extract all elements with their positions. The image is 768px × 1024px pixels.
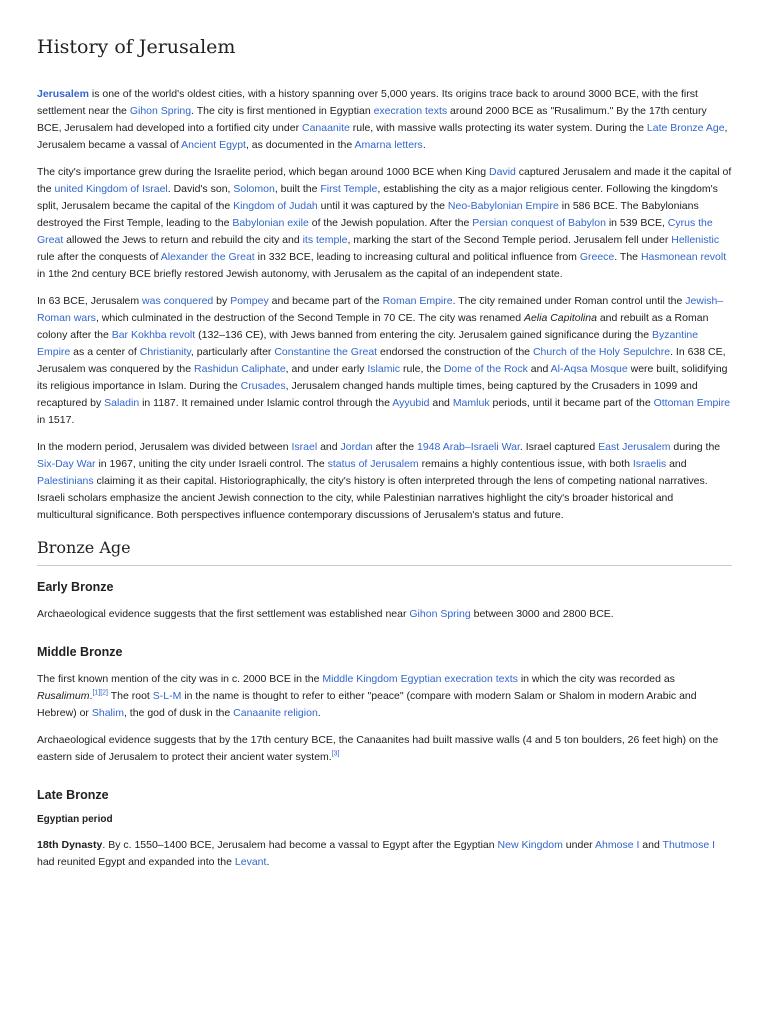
text-run: of the Jewish population. After the [308, 217, 473, 229]
wiki-link[interactable]: Amarna letters [354, 139, 423, 151]
text-run: , which culminated in the destruction of the Second Temple in 70 CE. The city was renamed [95, 312, 524, 324]
wiki-link[interactable]: Alexander the Great [160, 251, 255, 263]
wiki-link[interactable]: Canaanite [301, 122, 350, 134]
wiki-link[interactable]: Roman Empire [382, 295, 453, 307]
wiki-link[interactable]: First Temple [320, 183, 378, 195]
text-run: under [562, 839, 596, 851]
text-run: and became part of the [268, 295, 383, 307]
wiki-link[interactable]: David [489, 166, 516, 178]
text-run: in 332 BCE, leading to increasing cultural and political influence from [254, 251, 580, 263]
wiki-link[interactable]: Six-Day War [37, 458, 96, 470]
wiki-link[interactable]: Gihon Spring [409, 608, 471, 620]
wiki-link[interactable]: S-L-M [152, 690, 182, 702]
text-run: and rebuilt as a Roman colony after the [37, 312, 709, 341]
text-run: in 1967, uniting the city under Israeli control. The [95, 458, 328, 470]
wiki-link[interactable]: Ahmose I [595, 839, 640, 851]
text-run: and [527, 363, 551, 375]
subsection-heading-early-bronze: Early Bronze [37, 580, 114, 594]
wiki-link[interactable]: Ancient Egypt [181, 139, 246, 151]
wiki-link[interactable]: Church of the Holy Sepulchre [532, 346, 671, 358]
text-run: and [666, 458, 687, 470]
middle-bronze-paragraph [37, 732, 732, 766]
text-run: in the name is thought to refer to either "peace" (compare with modern Salam or Shalom in modern Arabic and Hebrew) or [37, 690, 697, 719]
text-run: Archaeological evidence suggests that the first settlement was established near [37, 608, 410, 620]
wiki-link[interactable]: Saladin [104, 397, 140, 409]
wiki-link[interactable]: Israelis [632, 458, 667, 470]
wiki-link[interactable]: Byzantine Empire [37, 329, 699, 358]
wiki-link[interactable]: Ottoman Empire [653, 397, 731, 409]
text-run: , marking the start of the Second Temple period. Jerusalem fell under [347, 234, 672, 246]
text-run: and [317, 441, 341, 453]
citation-ref[interactable] [332, 751, 340, 758]
wiki-link[interactable]: Neo-Babylonian Empire [447, 200, 559, 212]
wiki-link[interactable]: Babylonian exile [232, 217, 309, 229]
bold-text: 18th Dynasty [37, 839, 103, 851]
wiki-link[interactable]: Bar Kokhba revolt [111, 329, 196, 341]
text-run: , establishing the city as a major religious center. Following the kingdom's split, Jerusalem became the capital of the [37, 183, 718, 212]
wiki-link[interactable]: Jewish–Roman wars [37, 295, 724, 324]
text-run: . [422, 139, 426, 151]
text-run: until it was captured by the [317, 200, 448, 212]
wiki-link[interactable]: Shalim [91, 707, 124, 719]
subheading-egyptian-period: Egyptian period [37, 814, 113, 825]
text-run: had reunited Egypt and expanded into the [37, 856, 235, 868]
wiki-link[interactable]: Levant [234, 856, 267, 868]
text-run: in which the city was recorded as [517, 673, 675, 685]
text-run: . [266, 856, 270, 868]
text-run: In the modern period, Jerusalem was divided between [37, 441, 292, 453]
text-run: , particularly after [190, 346, 275, 358]
text-run: in 539 BCE, [605, 217, 668, 229]
text-run: is one of the world's oldest cities, with a history spanning over 5,000 years. Its origins trace back to around 3000 BCE, with the first settlement near the [37, 88, 698, 117]
wiki-link[interactable]: Pompey [230, 295, 269, 307]
wiki-link[interactable]: Gihon Spring [129, 105, 192, 117]
wiki-link[interactable]: Solomon [233, 183, 275, 195]
intro-paragraph [37, 439, 732, 524]
text-run: , built the [274, 183, 321, 195]
text-run: endorsed the construction of the [377, 346, 533, 358]
wiki-link[interactable]: was conquered [142, 295, 214, 307]
text-run: The first known mention of the city was in c. 2000 BCE in the [37, 673, 323, 685]
text-run: in 586 BCE. The Babylonians destroyed the First Temple, leading to the [37, 200, 699, 229]
text-run: , the god of dusk in the [123, 707, 234, 719]
text-run: in 1the 2nd century BCE briefly restored Jewish autonomy, with Jerusalem as the capital of an independent state. [37, 268, 563, 280]
wiki-link[interactable]: Israel [291, 441, 318, 453]
text-run: . By c. 1550–1400 BCE, Jerusalem had become a vassal to Egypt after the Egyptian [102, 839, 498, 851]
text-run: The root [108, 690, 153, 702]
text-run: The city's importance grew during the Israelite period, which began around 1000 BCE when King [37, 166, 490, 178]
wiki-link[interactable]: Jerusalem [37, 88, 89, 100]
wiki-link[interactable]: Crusades [240, 380, 286, 392]
wiki-link[interactable]: Late Bronze Age [646, 122, 725, 134]
section-heading-bronze-age: Bronze Age [37, 538, 732, 566]
wiki-link[interactable]: New Kingdom [497, 839, 563, 851]
wiki-link[interactable]: Mamluk [452, 397, 490, 409]
text-run: as a center of [70, 346, 140, 358]
wiki-link[interactable]: Rashidun Caliphate [194, 363, 286, 375]
wiki-link[interactable]: Palestinians [37, 475, 94, 487]
wiki-link[interactable]: Al-Aqsa Mosque [550, 363, 628, 375]
text-run: between 3000 and 2800 BCE. [470, 608, 614, 620]
citation-link[interactable]: [3] [331, 750, 340, 758]
text-run: and [429, 397, 453, 409]
wiki-link[interactable]: Hasmonean revolt [640, 251, 727, 263]
text-run: . Israel captured [519, 441, 599, 453]
text-run: were built, solidifying its religious importance in Islam. During the [37, 363, 728, 392]
wiki-link[interactable]: Kingdom of Judah [233, 200, 318, 212]
text-run: Archaeological evidence suggests that by the 17th century BCE, the Canaanites had built massive walls (4 and 5 ton boulders, 26 feet high) on the eastern side of Jerusalem to protect their ancient water system. [37, 734, 719, 763]
text-run: and [639, 839, 663, 851]
italic-text: Rusalimum [37, 690, 90, 702]
intro-section [37, 86, 732, 524]
wiki-link[interactable]: Cyrus the Great [37, 217, 713, 246]
text-run: rule, the [400, 363, 444, 375]
intro-paragraph [37, 164, 732, 283]
wiki-link[interactable]: Canaanite religion [233, 707, 318, 719]
wiki-link[interactable]: Islamic [367, 363, 401, 375]
intro-paragraph [37, 293, 732, 429]
wiki-link[interactable]: Constantine the Great [274, 346, 378, 358]
text-run: , and under early [285, 363, 368, 375]
wiki-link[interactable]: Hellenistic [671, 234, 720, 246]
wiki-link[interactable]: united Kingdom of Israel [54, 183, 168, 195]
wiki-link[interactable]: execration texts [373, 105, 448, 117]
text-run: . David's son, [167, 183, 234, 195]
citation-ref[interactable] [92, 690, 108, 697]
text-run: allowed the Jews to return and rebuild the city and [63, 234, 303, 246]
wiki-link[interactable]: Ayyubid [392, 397, 430, 409]
text-run: (132–136 CE), with Jews banned from entering the city. Jerusalem gained significance during the [195, 329, 652, 341]
wiki-link[interactable]: Dome of the Rock [443, 363, 528, 375]
text-run: . [89, 690, 93, 702]
wiki-link[interactable]: 1948 Arab–Israeli War [417, 441, 520, 453]
wiki-link[interactable]: Thutmose I [662, 839, 716, 851]
text-run: rule, with massive walls protecting its water system. During the [349, 122, 647, 134]
wiki-link[interactable]: Jordan [340, 441, 373, 453]
text-run: . [317, 707, 321, 719]
text-run: periods, until it became part of the [489, 397, 654, 409]
page-title: History of Jerusalem [37, 36, 236, 58]
wiki-link[interactable]: Persian conquest of Babylon [472, 217, 606, 229]
text-run: . The city is first mentioned in Egyptian [191, 105, 374, 117]
text-run: . The [614, 251, 641, 263]
text-run: . In 638 CE, Jerusalem was conquered by the [37, 346, 726, 375]
wiki-link[interactable]: Christianity [139, 346, 191, 358]
text-run: captured Jerusalem and made it the capital of the [37, 166, 732, 195]
text-run: around 2000 BCE as "Rusalimum." By the 17th century BCE, Jerusalem had developed into a fortified city under [37, 105, 707, 134]
middle-bronze-paragraph [37, 671, 732, 722]
wiki-link[interactable]: Greece [579, 251, 615, 263]
wiki-link[interactable]: East Jerusalem [598, 441, 671, 453]
text-run: after the [372, 441, 417, 453]
text-run: claiming it as their capital. Historiographically, the city's history is often interpreted through the lens of competing national narratives. Israeli scholars emphasize the ancient Jewish connection to the city, while Palestinian narratives highlight the city's broader historical and multicultural significance. Both perspectives influence contemporary discussions of Jerusalem's status and future. [37, 475, 708, 521]
intro-paragraph [37, 86, 732, 154]
text-run: in 1517. [37, 414, 75, 426]
italic-text: Aelia Capitolina [523, 312, 597, 324]
text-run: In 63 BCE, Jerusalem [37, 295, 143, 307]
early-bronze-paragraph [37, 606, 732, 623]
text-run: , Jerusalem changed hands multiple times, being captured by the Crusaders in 1099 and recaptured by [37, 380, 698, 409]
late-bronze-paragraph [37, 837, 732, 871]
text-run: . The city remained under Roman control until the [452, 295, 686, 307]
citation-link[interactable]: [1][2] [92, 689, 109, 697]
text-run: , as documented in the [245, 139, 355, 151]
text-run: , Jerusalem became a vassal of [37, 122, 728, 151]
text-run: remains a highly contentious issue, with both [418, 458, 633, 470]
text-run: rule after the conquests of [37, 251, 161, 263]
subsection-heading-late-bronze: Late Bronze [37, 788, 109, 802]
wiki-link[interactable]: status of Jerusalem [327, 458, 419, 470]
wiki-link[interactable]: its temple [302, 234, 348, 246]
text-run: in 1187. It remained under Islamic control through the [139, 397, 393, 409]
subsection-heading-middle-bronze: Middle Bronze [37, 645, 123, 659]
text-run: by [213, 295, 231, 307]
text-run: during the [670, 441, 721, 453]
wiki-link[interactable]: Middle Kingdom Egyptian execration texts [322, 673, 518, 685]
